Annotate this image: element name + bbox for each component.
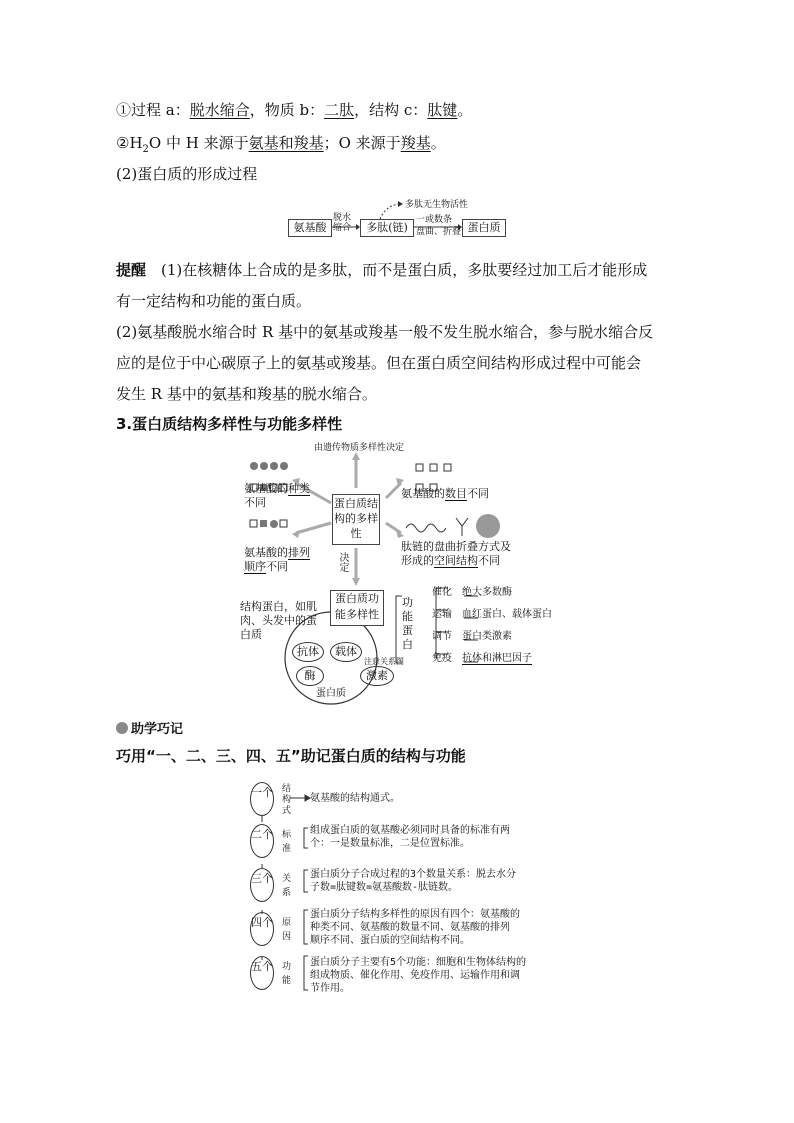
function-row [432,604,552,626]
formation-flow [280,195,520,243]
text: 关系 [282,874,292,898]
function-row [432,582,552,604]
text: 种类不同、氨基酸的数量不同、氨基酸的排列 [310,922,510,933]
section-3-heading: 3.蛋白质结构多样性与功能多样性 [116,415,343,433]
text: 盘曲、折叠 [416,227,462,237]
folding-label [416,214,461,238]
text [310,824,510,850]
text: 节作用。 [310,983,350,994]
function-diversity-box: 蛋白质功能多样性 [330,590,384,626]
text: 标准 [282,830,292,854]
text: 组成蛋白质的氨基酸必须同时具备的标准有两 [310,825,510,836]
text: 排列 [288,546,310,559]
water-source-line [116,133,446,160]
text: ，结构 c： [354,101,428,119]
text: 缩合 [333,223,352,233]
genetic-note: 由遗传物质多样性决定 [314,443,405,453]
tip-line-4: 应的是位于中心碳原子上的氨基或羧基。但在蛋白质空间结构形成过程中可能会 [116,354,642,372]
number-label [401,488,489,500]
text [310,868,516,894]
text: 氨基酸的结构通式。 [310,793,400,804]
answer-peptide-bond: 肽键 [427,101,458,119]
polypeptide-box: 多肽(链) [360,219,414,237]
tip-line-1 [116,260,647,280]
text: 二个 [250,824,274,858]
answer-carboxyl: 羧基 [400,134,431,152]
text: O 中 H 来源于 [148,134,249,152]
text: ①过程 a： [116,101,190,119]
protein-circle-label: 蛋白质 [316,688,346,699]
text [310,792,400,805]
text: 顺序 [244,560,266,573]
answer-dehydration: 脱水缩合 [189,101,250,119]
text: 。 [457,101,473,119]
subheading-formation: (2)蛋白质的形成过程 [116,165,258,183]
amino-acid-box: 氨基酸 [288,219,332,237]
text: 不同 [266,560,288,573]
order-label [244,546,310,574]
text: 功能 [282,962,292,986]
text: 个：一是数量标准，二是位置标准。 [310,838,470,849]
text: 一或数条 [416,215,453,225]
text: 调节 [432,631,452,642]
text: 氨基酸的 [244,482,288,495]
text: 蛋白质分子合成过程的3个数量关系：脱去水分 [310,869,517,880]
function-row [432,648,552,670]
text [310,956,526,995]
structural-protein-label: 结构蛋白，如肌肉、头发中的蛋白质 [240,600,317,641]
text: 。 [430,134,446,152]
text [310,908,520,947]
helper-subtitle: 巧用“一、二、三、四、五”助记蛋白质的结构与功能 [116,747,466,765]
text: ，物质 b： [249,101,325,119]
text: 助学巧记 [131,722,184,737]
text: 催化 [432,587,452,598]
text: 免疫 [432,653,452,664]
text: 蛋白质分子主要有5个功能：细胞和生物体结构的 [310,957,527,968]
text: 脱水 [333,213,352,223]
text: 运输 [432,609,452,620]
text: 不同 [478,554,500,567]
answer-dipeptide: 二肽 [324,101,355,119]
function-row [432,626,552,648]
tip-line-3: (2)氨基酸脱水缩合时 R 基中的氨基或羧基一般不发生脱水缩合，参与脱水缩合反 [116,323,654,341]
function-list [432,582,552,670]
functional-protein-label: 功能蛋白 [402,596,413,651]
text: 形成的 [401,554,434,567]
text: 肽链的盘曲折叠方式及 [401,540,511,553]
text: 不同 [467,487,489,500]
memory-diagram [0,780,794,1000]
text: 空间结构 [434,554,478,567]
text: 抗体和淋巴因子 [462,653,532,664]
tip-line-2: 有一定结构和功能的蛋白质。 [116,292,312,310]
text: 氨基酸的 [244,546,288,559]
text: 血红蛋白、载体蛋白 [462,609,552,620]
text: 蛋白质分子结构多样性的原因有四个：氨基酸的 [310,909,520,920]
text: ②H [116,134,143,152]
structure-diversity-box: 蛋白质结构的多样性 [332,494,380,545]
text: 子数=肽键数=氨基酸数-肽链数。 [310,882,459,893]
text: 蛋白类激素 [462,631,512,642]
text: 一个 [250,782,274,816]
enzyme-circle: 酶 [296,666,324,686]
text: (1)在核糖体上合成的是多肽，而不是蛋白质，多肽要经过加工后才能形成 [146,261,648,279]
fold-label [401,540,511,568]
antibody-circle: 抗体 [292,642,324,662]
text: 数目 [445,487,467,500]
answer-amino-carboxyl: 氨基和羧基 [248,134,324,152]
text: 五个 [250,956,274,990]
text: 绝大多数酶 [462,587,512,598]
protein-box: 蛋白质 [462,219,506,237]
dehydration-label [333,213,351,233]
text: 原因 [282,918,292,942]
tip-label: 提醒 [116,261,147,279]
no-activity-note: 多肽无生物活性 [405,200,469,210]
diversity-diagram [236,438,566,706]
kind-label [244,482,310,510]
helper-title [116,718,183,737]
process-line [116,100,472,120]
text: 顺序不同、蛋白质的空间结构不同。 [310,935,470,946]
text: 氨基酸的 [401,487,445,500]
text: 种类 [288,482,310,495]
hormone-circle: 激素 [360,666,394,686]
tip-line-5: 发生 R 基中的氨基和羧基的脱水缩合。 [116,385,377,403]
text: 三个 [250,868,274,902]
decide-label: 决定 [337,552,348,572]
carrier-circle: 载体 [330,642,362,662]
text: ；O 来源于 [323,134,401,152]
text: 不同 [244,496,266,509]
text: 组成物质、催化作用、免疫作用、运输作用和调 [310,970,520,981]
relation-note: 注意关系图 [364,657,404,666]
text: 2 [142,144,149,155]
bulb-icon [116,722,128,734]
text: 结构式 [282,784,292,816]
text: 四个 [250,912,274,946]
